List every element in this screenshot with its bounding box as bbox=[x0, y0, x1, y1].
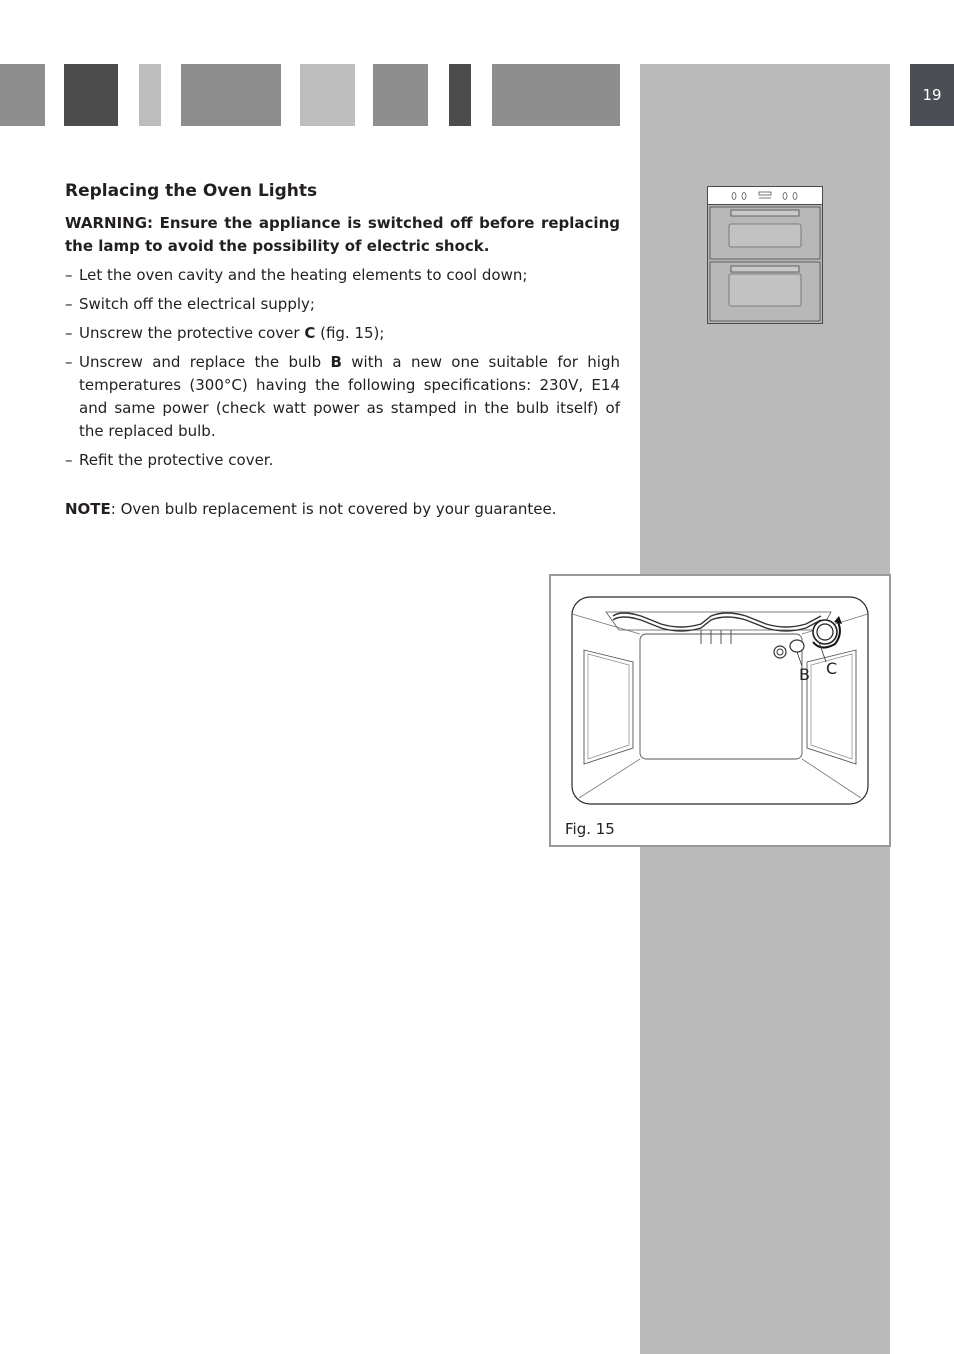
step-text: Unscrew and replace the bulb bbox=[79, 353, 331, 371]
step-text: with a new one suitable for high temperatures (300°C) having the following specifications: 230V, E14 and same power (check watt power as stamped in the bulb itself) of the replaced bulb. bbox=[79, 353, 620, 440]
part-label: C bbox=[304, 324, 316, 342]
note-label: NOTE bbox=[65, 500, 111, 518]
part-label: B bbox=[330, 353, 342, 371]
page-number-text: 19 bbox=[922, 86, 942, 104]
steps-list bbox=[65, 264, 620, 472]
step-item bbox=[65, 449, 620, 472]
note-paragraph bbox=[65, 498, 620, 521]
step-item bbox=[65, 293, 620, 316]
list-dash: – bbox=[65, 295, 73, 313]
section-title: Replacing the Oven Lights bbox=[65, 181, 318, 201]
step-item bbox=[65, 264, 620, 287]
main-content bbox=[65, 178, 620, 536]
step-text: Refit the protective cover. bbox=[79, 451, 274, 469]
oven-cavity-illustration bbox=[551, 576, 889, 816]
header-block-3 bbox=[139, 64, 161, 126]
step-text: Switch off the electrical supply; bbox=[79, 295, 315, 313]
header-block-2 bbox=[64, 64, 118, 126]
list-dash: – bbox=[65, 451, 73, 469]
step-text: Let the oven cavity and the heating elements to cool down; bbox=[79, 266, 528, 284]
list-dash: – bbox=[65, 324, 73, 342]
header-block-7 bbox=[449, 64, 471, 126]
header-block-5 bbox=[300, 64, 355, 126]
label-c: C bbox=[826, 659, 838, 678]
step-item bbox=[65, 351, 620, 443]
header-block-8 bbox=[492, 64, 620, 126]
list-dash: – bbox=[65, 353, 73, 371]
step-text: Unscrew the protective cover bbox=[79, 324, 305, 342]
page-number bbox=[910, 64, 954, 126]
step-text: (fig. 15); bbox=[315, 324, 385, 342]
note-text: : Oven bulb replacement is not covered by your guarantee. bbox=[110, 500, 557, 518]
figure-15 bbox=[549, 574, 891, 847]
figure-caption: Fig. 15 bbox=[565, 820, 615, 838]
header-block-6 bbox=[373, 64, 428, 126]
label-b: B bbox=[799, 665, 810, 684]
warning-text: WARNING: Ensure the appliance is switched off before replacing the lamp to avoid the possibility of electric shock. bbox=[65, 214, 620, 255]
double-oven-icon bbox=[707, 186, 823, 324]
header-block-1 bbox=[0, 64, 45, 126]
list-dash: – bbox=[65, 266, 73, 284]
step-item bbox=[65, 322, 620, 345]
header-block-4 bbox=[181, 64, 281, 126]
